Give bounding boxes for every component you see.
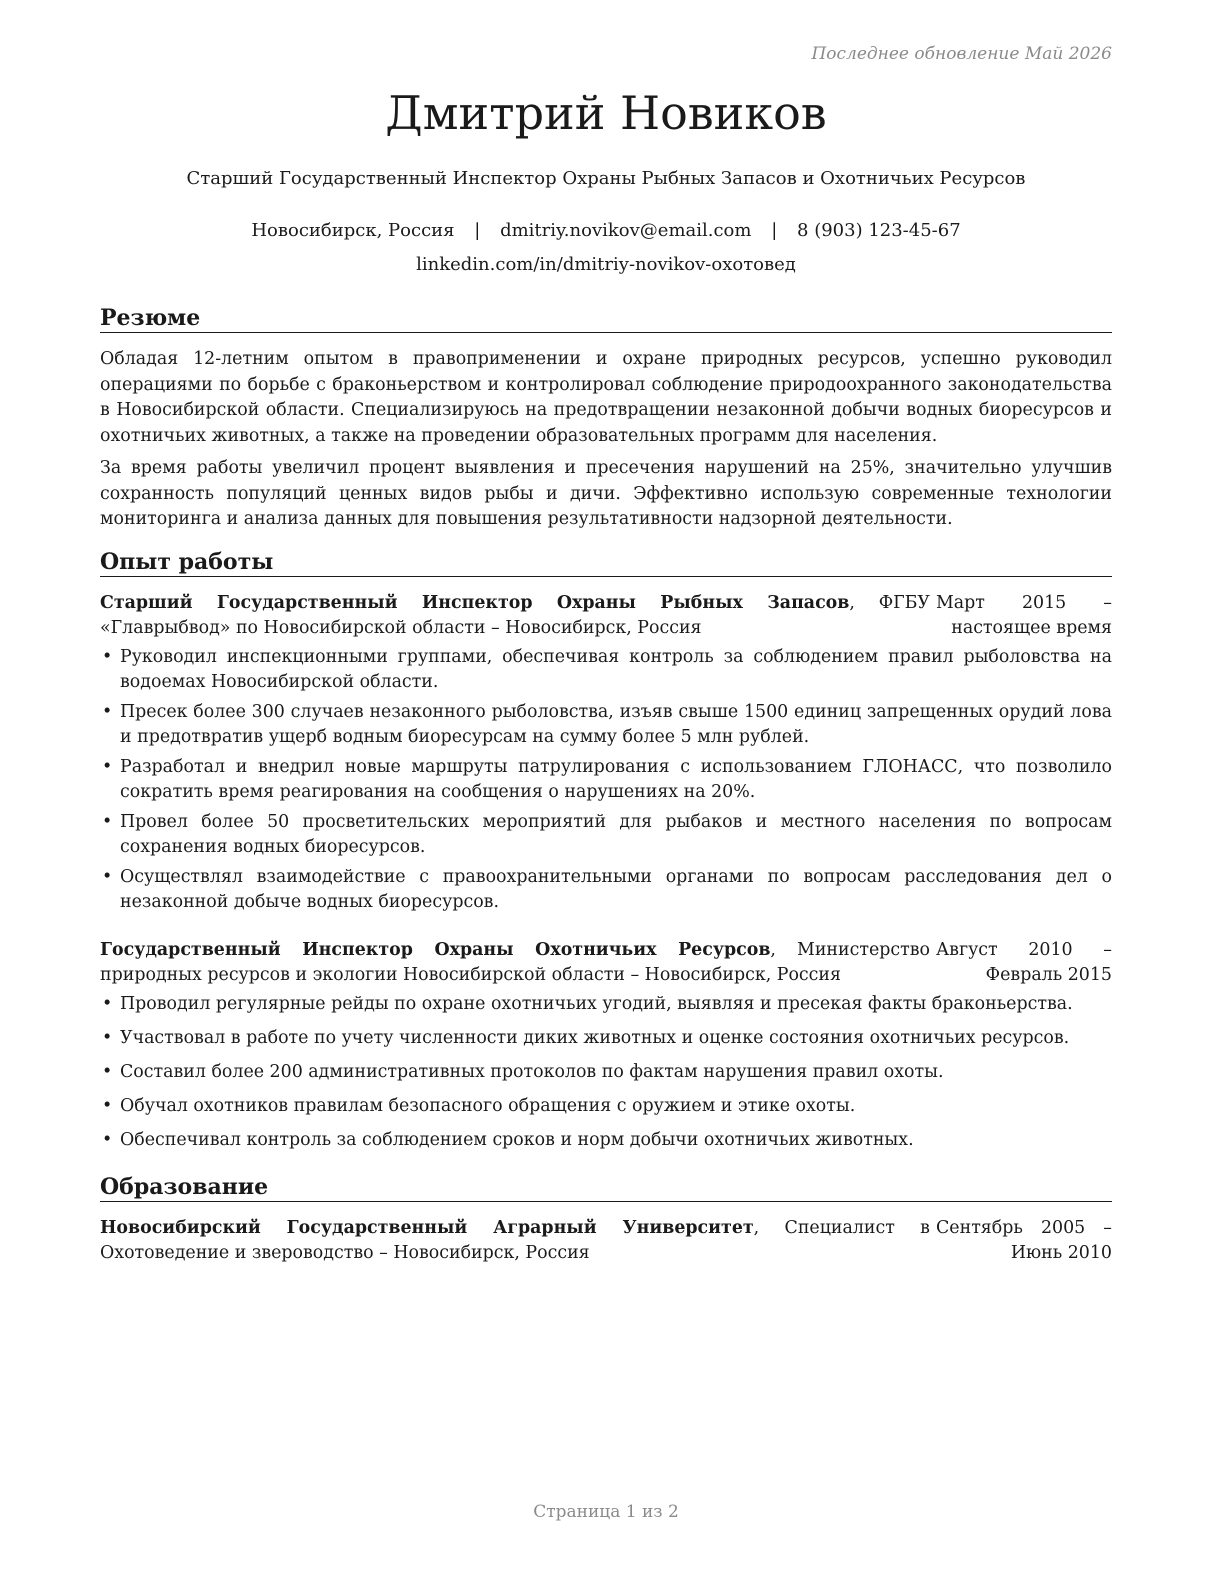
job-position: Старший Государственный Инспектор Охраны Рыбных Запасов [100,593,850,613]
contact-city: Новосибирск, Россия [251,220,455,241]
list-item: • Разработал и внедрил новые маршруты патрулирования с использованием ГЛОНАСС, что позволило сократить время реагирования на сообщения о нарушениях на 20%. [100,755,1112,805]
job-dates: Август 2010 – Февраль 2015 [936,940,1112,985]
job-organization: , Министерство природных ресурсов и экологии Новосибирской области – Новосибирск, Россия [100,940,930,985]
job-header [100,938,1112,988]
list-item: • Обучал охотников правилам безопасного обращения с оружием и этике охоты. [100,1094,1112,1119]
section-title-education: Образование [100,1174,1112,1202]
list-item: • Участвовал в работе по учету численности диких животных и оценке состояния охотничьих ресурсов. [100,1026,1112,1051]
list-item: • Составил более 200 административных протоколов по фактам нарушения правил охоты. [100,1060,1112,1085]
contact-email[interactable]: dmitriy.novikov@email.com [500,220,752,241]
linkedin-link[interactable]: linkedin.com/in/dmitriy-novikov-охотовед [416,254,796,275]
resume-page [100,0,1112,1584]
job-bullets [100,992,1112,1153]
education-detail: , Специалист в Охотоведение и звероводство – Новосибирск, Россия [100,1218,930,1263]
job-title: Старший Государственный Инспектор Охраны Рыбных Запасов и Охотничьих Ресурсов [186,168,1026,189]
contact-phone: 8 (903) 123-45-67 [797,220,961,241]
list-item: • Проводил регулярные рейды по охране охотничьих угодий, выявляя и пресекая факты браконьерства. [100,992,1112,1017]
job-organization: , ФГБУ «Главрыбвод» по Новосибирской области – Новосибирск, Россия [100,593,930,638]
list-item: • Пресек более 300 случаев незаконного рыболовства, изъяв свыше 1500 единиц запрещенных орудий лова и предотвратив ущерб водным биоресурсам на сумму более 5 млн рублей. [100,700,1112,750]
job-position: Государственный Инспектор Охраны Охотничьих Ресурсов [100,940,771,960]
job-entry [100,938,1112,1162]
education-header [100,1216,1112,1266]
job-bullets [100,645,1112,915]
person-name: Дмитрий Новиков [385,86,827,140]
contact-line [100,220,1112,241]
list-item: • Провел более 50 просветительских мероприятий для рыбаков и местного населения по вопросам сохранения водных биоресурсов. [100,810,1112,860]
list-item: • Обеспечивал контроль за соблюдением сроков и норм добычи охотничьих животных. [100,1128,1112,1153]
section-title-summary: Резюме [100,305,1112,333]
list-item: • Осуществлял взаимодействие с правоохранительными органами по вопросам расследования дел о незаконной добыче водных биоресурсов. [100,865,1112,915]
last-updated: Последнее обновление Май 2026 [811,44,1112,64]
education-entry [100,1216,1112,1266]
summary-paragraph: Обладая 12-летним опытом в правоприменении и охране природных ресурсов, успешно руководил операциями по борьбе с браконьерством и контролировал соблюдение природоохранного законодательства в Новосибирской области. Специализируюсь на предотвращении незаконной добычи водных биоресурсов и охотничьих животных, а также на проведении образовательных программ для населения. [100,349,1112,446]
education-dates: Сентябрь 2005 – Июнь 2010 [936,1218,1112,1263]
job-header [100,591,1112,641]
summary-paragraph: За время работы увеличил процент выявления и пресечения нарушений на 25%, значительно улучшив сохранность популяций ценных видов рыбы и дичи. Эффективно использую современные технологии мониторинга и анализа данных для повышения результативности надзорной деятельности. [100,458,1112,529]
contact-separator: | [771,220,778,241]
list-item: • Руководил инспекционными группами, обеспечивая контроль за соблюдением правил рыболовства на водоемах Новосибирской области. [100,645,1112,695]
section-title-experience: Опыт работы [100,549,1112,577]
education-institution: Новосибирский Государственный Аграрный Университет [100,1218,754,1238]
contact-separator: | [474,220,481,241]
job-entry [100,591,1112,920]
job-dates: Март 2015 – настоящее время [936,593,1112,638]
page-number: Страница 1 из 2 [533,1502,679,1522]
